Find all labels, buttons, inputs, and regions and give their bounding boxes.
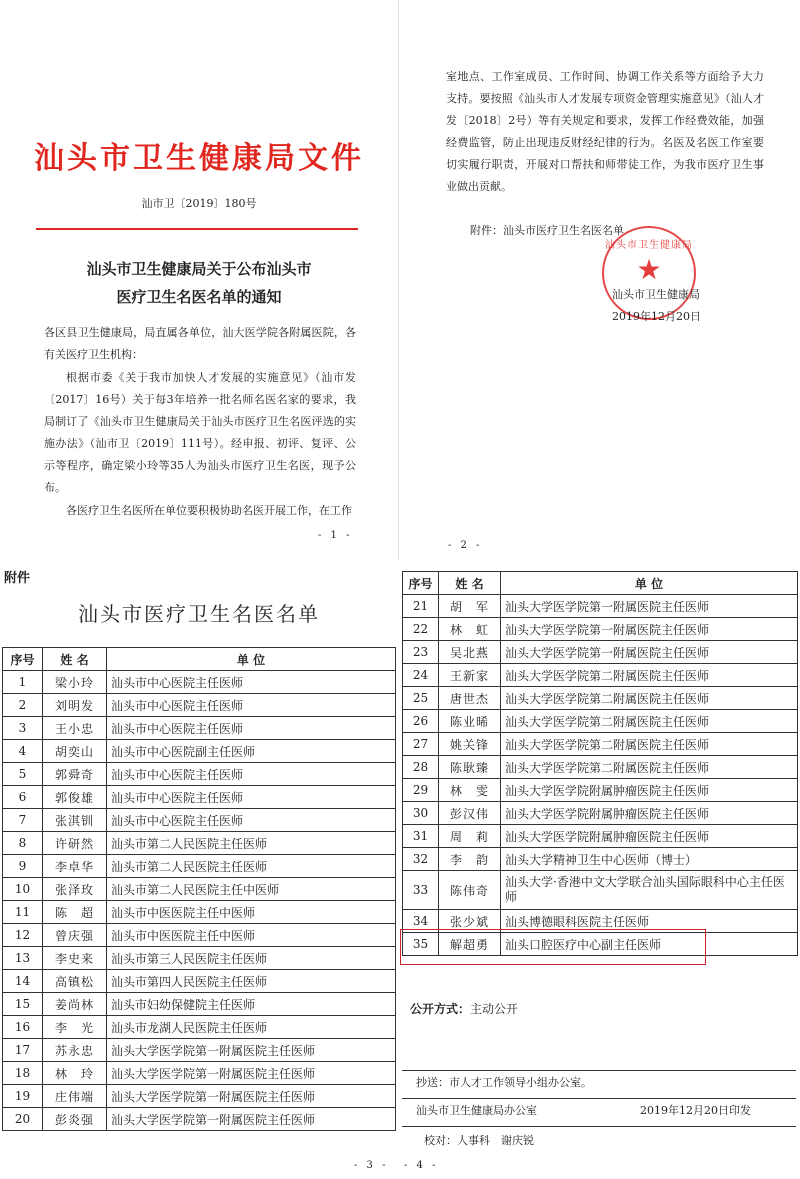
row-name-cell: 胡 军 — [439, 595, 501, 618]
name-list-table-2 — [402, 571, 798, 956]
seal-star-icon: ★ — [636, 253, 662, 286]
row-number-cell: 22 — [403, 618, 439, 641]
footer-rule-mid — [402, 1098, 796, 1099]
row-unit-cell: 汕头市第三人民医院主任医师 — [107, 947, 396, 970]
document-number: 汕市卫〔2019〕180号 — [141, 197, 257, 210]
row-unit-cell: 汕头市中心医院副主任医师 — [107, 740, 396, 763]
table-row — [403, 779, 798, 802]
row-name-cell: 张泽玫 — [43, 878, 107, 901]
attachment-label: 附件 — [4, 571, 31, 586]
row-unit-cell: 汕头市第二人民医院主任医师 — [107, 832, 396, 855]
table-row — [3, 947, 396, 970]
row-name-cell: 胡奕山 — [43, 740, 107, 763]
header-divider — [36, 228, 358, 230]
table-row — [3, 740, 396, 763]
table-row — [3, 901, 396, 924]
row-number-cell: 29 — [403, 779, 439, 802]
row-unit-cell: 汕头博德眼科医院主任医师 — [501, 910, 798, 933]
footer-rule-bottom — [402, 1126, 796, 1127]
row-number-cell: 11 — [3, 901, 43, 924]
row-name-cell: 郭俊雄 — [43, 786, 107, 809]
table-row — [3, 1108, 396, 1131]
header-cell-unit: 单 位 — [107, 648, 396, 671]
table-row — [3, 671, 396, 694]
row-number-cell: 32 — [403, 848, 439, 871]
row-name-cell: 彭炎强 — [43, 1108, 107, 1131]
row-name-cell: 陈 超 — [43, 901, 107, 924]
row-unit-cell: 汕头大学医学院第一附属医院主任医师 — [107, 1062, 396, 1085]
table-row — [403, 756, 798, 779]
proof-label: 校对： — [424, 1134, 457, 1147]
row-unit-cell: 汕头市中心医院主任医师 — [107, 671, 396, 694]
row-number-cell: 24 — [403, 664, 439, 687]
row-number-cell: 28 — [403, 756, 439, 779]
row-unit-cell: 汕头大学医学院第一附属医院主任医师 — [107, 1085, 396, 1108]
table-row — [3, 993, 396, 1016]
row-number-cell: 7 — [3, 809, 43, 832]
row-unit-cell: 汕头大学医学院附属肿瘤医院主任医师 — [501, 779, 798, 802]
row-name-cell: 姚关锋 — [439, 733, 501, 756]
table-row — [403, 710, 798, 733]
row-name-cell: 姜尚林 — [43, 993, 107, 1016]
row-unit-cell: 汕头大学医学院第二附属医院主任医师 — [501, 687, 798, 710]
page-number-2: - 2 - — [448, 540, 483, 551]
issue-date: 2019年12月20日 — [612, 310, 701, 323]
row-name-cell: 刘明发 — [43, 694, 107, 717]
row-unit-cell: 汕头大学医学院第一附属医院主任医师 — [501, 618, 798, 641]
row-name-cell: 林 玲 — [43, 1062, 107, 1085]
row-name-cell: 吴北燕 — [439, 641, 501, 664]
row-unit-cell: 汕头市中心医院主任医师 — [107, 763, 396, 786]
row-name-cell: 苏永忠 — [43, 1039, 107, 1062]
row-name-cell: 陈伟奇 — [439, 871, 501, 910]
document-header-title: 汕头市卫生健康局文件 — [34, 141, 364, 176]
row-unit-cell: 汕头市中心医院主任医师 — [107, 809, 396, 832]
attachment-line: 附件：汕头市医疗卫生名医名单 — [470, 224, 624, 237]
row-name-cell: 唐世杰 — [439, 687, 501, 710]
row-name-cell: 李 光 — [43, 1016, 107, 1039]
page-number-3: - 3 - — [354, 1160, 389, 1171]
table-row — [403, 641, 798, 664]
row-unit-cell: 汕头大学医学院附属肿瘤医院主任医师 — [501, 825, 798, 848]
row-number-cell: 8 — [3, 832, 43, 855]
table-row — [3, 855, 396, 878]
row-name-cell: 彭汉伟 — [439, 802, 501, 825]
page2-body: 室地点、工作室成员、工作时间、协调工作关系等方面给予大力支持。要按照《汕头市人才发展专项资金管理实施意见》（汕人才发〔2018〕2号）等有关规定和要求，发挥工作经费效能，加强经费监管，防止出现违反财经纪律的行为。名医及名医工作室要切实履行职责，开展对口帮扶和师带徒工作，为我市医疗卫生事业做出贡献。 — [446, 70, 764, 193]
row-unit-cell: 汕头大学医学院附属肿瘤医院主任医师 — [501, 802, 798, 825]
table-row — [3, 1085, 396, 1108]
row-number-cell: 21 — [403, 595, 439, 618]
page-number-1: - 1 - — [318, 530, 353, 541]
body-paragraph-1: 根据市委《关于我市加快人才发展的实施意见》（汕市发〔2017〕16号）关于每3年培养一批名师名医名家的要求，我局制订了《汕头市卫生健康局关于汕头市医疗卫生名医评选的实施办法》（汕市卫〔2019〕111号）。经申报、初评、复评、公示等程序，确定梁小玲等35人为汕头市医疗卫生名医，现予公布。 — [44, 371, 356, 494]
issuer-name: 汕头市卫生健康局 — [612, 288, 700, 301]
row-number-cell: 3 — [3, 717, 43, 740]
table-row — [3, 763, 396, 786]
row-unit-cell: 汕头口腔医疗中心副主任医师 — [501, 933, 798, 956]
row-name-cell: 李卓华 — [43, 855, 107, 878]
header-cell-name: 姓 名 — [439, 572, 501, 595]
footer-rule-top — [402, 1070, 796, 1071]
row-unit-cell: 汕头市龙湖人民医院主任医师 — [107, 1016, 396, 1039]
row-number-cell: 23 — [403, 641, 439, 664]
row-unit-cell: 汕头大学医学院第一附属医院主任医师 — [501, 641, 798, 664]
seal-text: 汕头市卫生健康局 — [605, 240, 693, 251]
row-number-cell: 5 — [3, 763, 43, 786]
row-number-cell: 9 — [3, 855, 43, 878]
cc-line — [416, 1072, 786, 1094]
row-number-cell: 6 — [3, 786, 43, 809]
row-name-cell: 王小忠 — [43, 717, 107, 740]
table-row — [3, 1039, 396, 1062]
print-date: 2019年12月20日印发 — [640, 1104, 751, 1117]
row-unit-cell: 汕头大学医学院第一附属医院主任医师 — [501, 595, 798, 618]
header-cell-no: 序号 — [3, 648, 43, 671]
row-number-cell: 20 — [3, 1108, 43, 1131]
table-row — [403, 825, 798, 848]
row-number-cell: 13 — [3, 947, 43, 970]
row-name-cell: 李 韵 — [439, 848, 501, 871]
row-unit-cell: 汕头大学医学院第二附属医院主任医师 — [501, 733, 798, 756]
row-number-cell: 27 — [403, 733, 439, 756]
row-number-cell: 15 — [3, 993, 43, 1016]
row-number-cell: 30 — [403, 802, 439, 825]
table-header-row — [403, 572, 798, 595]
row-name-cell: 陈耿臻 — [439, 756, 501, 779]
header-cell-name: 姓 名 — [43, 648, 107, 671]
row-unit-cell: 汕头市中心医院主任医师 — [107, 694, 396, 717]
table-row — [403, 802, 798, 825]
row-number-cell: 12 — [3, 924, 43, 947]
row-number-cell: 2 — [3, 694, 43, 717]
row-name-cell: 郭舜奇 — [43, 763, 107, 786]
row-unit-cell: 汕头市第二人民医院主任医师 — [107, 855, 396, 878]
row-name-cell: 李史来 — [43, 947, 107, 970]
row-number-cell: 14 — [3, 970, 43, 993]
row-unit-cell: 汕头大学医学院第二附属医院主任医师 — [501, 756, 798, 779]
header-cell-unit: 单 位 — [501, 572, 798, 595]
table-row — [3, 1016, 396, 1039]
row-number-cell: 19 — [3, 1085, 43, 1108]
table-row — [3, 1062, 396, 1085]
row-name-cell: 张淇钏 — [43, 809, 107, 832]
row-name-cell: 周 莉 — [439, 825, 501, 848]
cc-label: 抄送： — [416, 1076, 449, 1089]
row-number-cell: 35 — [403, 933, 439, 956]
row-name-cell: 解超勇 — [439, 933, 501, 956]
disclosure-value: 主动公开 — [470, 1002, 519, 1016]
highlight-box — [400, 929, 706, 965]
table-row — [403, 871, 798, 910]
row-unit-cell: 汕头大学医学院第二附属医院主任医师 — [501, 710, 798, 733]
row-name-cell: 王新家 — [439, 664, 501, 687]
row-unit-cell: 汕头市中医医院主任中医师 — [107, 924, 396, 947]
row-unit-cell: 汕头大学医学院第二附属医院主任医师 — [501, 664, 798, 687]
table-row — [3, 717, 396, 740]
table-header-row — [3, 648, 396, 671]
body-paragraph-2: 各医疗卫生名医所在单位要积极协助名医开展工作，在工作 — [66, 504, 352, 517]
row-unit-cell: 汕头大学精神卫生中心医师（博士） — [501, 848, 798, 871]
table-row — [3, 924, 396, 947]
table-row — [3, 970, 396, 993]
row-number-cell: 4 — [3, 740, 43, 763]
row-name-cell: 高镇松 — [43, 970, 107, 993]
office-name: 汕头市卫生健康局办公室 — [416, 1104, 537, 1117]
row-unit-cell: 汕头大学·香港中文大学联合汕头国际眼科中心主任医师 — [501, 871, 798, 910]
table-row — [3, 694, 396, 717]
table-row — [403, 664, 798, 687]
disclosure-label: 公开方式： — [410, 1002, 471, 1016]
row-number-cell: 1 — [3, 671, 43, 694]
row-number-cell: 18 — [3, 1062, 43, 1085]
row-name-cell: 许研然 — [43, 832, 107, 855]
proofreader-line — [424, 1130, 784, 1152]
row-name-cell: 梁小玲 — [43, 671, 107, 694]
notice-title-line-1: 汕头市卫生健康局关于公布汕头市 — [86, 260, 312, 278]
row-name-cell: 林 雯 — [439, 779, 501, 802]
table-row — [403, 618, 798, 641]
row-number-cell: 31 — [403, 825, 439, 848]
table-row — [3, 832, 396, 855]
table-row — [403, 687, 798, 710]
row-unit-cell: 汕头大学医学院第一附属医院主任医师 — [107, 1039, 396, 1062]
table-row — [3, 878, 396, 901]
row-unit-cell: 汕头市妇幼保健院主任医师 — [107, 993, 396, 1016]
table-row — [3, 809, 396, 832]
proof-value: 人事科 谢庆锐 — [457, 1134, 534, 1147]
row-name-cell: 陈业晞 — [439, 710, 501, 733]
list-title: 汕头市医疗卫生名医名单 — [78, 602, 320, 626]
page-number-4: - 4 - — [404, 1160, 439, 1171]
row-name-cell: 张少斌 — [439, 910, 501, 933]
salutation-paragraph: 各区县卫生健康局，局直属各单位，汕大医学院各附属医院，各有关医疗卫生机构： — [44, 326, 356, 361]
row-number-cell: 16 — [3, 1016, 43, 1039]
row-number-cell: 10 — [3, 878, 43, 901]
notice-title-line-2: 医疗卫生名医名单的通知 — [116, 288, 282, 306]
row-name-cell: 曾庆强 — [43, 924, 107, 947]
row-unit-cell: 汕头市中心医院主任医师 — [107, 786, 396, 809]
header-cell-no: 序号 — [403, 572, 439, 595]
row-name-cell: 林 虹 — [439, 618, 501, 641]
row-unit-cell: 汕头市第二人民医院主任中医师 — [107, 878, 396, 901]
row-name-cell: 庄伟端 — [43, 1085, 107, 1108]
row-number-cell: 33 — [403, 871, 439, 910]
disclosure-line — [410, 1000, 518, 1017]
row-unit-cell: 汕头大学医学院第一附属医院主任医师 — [107, 1108, 396, 1131]
table-row — [403, 595, 798, 618]
table-row — [403, 733, 798, 756]
table-row — [403, 848, 798, 871]
row-unit-cell: 汕头市中心医院主任医师 — [107, 717, 396, 740]
row-unit-cell: 汕头市中医医院主任中医师 — [107, 901, 396, 924]
row-number-cell: 25 — [403, 687, 439, 710]
row-number-cell: 17 — [3, 1039, 43, 1062]
row-unit-cell: 汕头市第四人民医院主任医师 — [107, 970, 396, 993]
cc-value: 市人才工作领导小组办公室。 — [449, 1076, 592, 1089]
row-number-cell: 26 — [403, 710, 439, 733]
name-list-table-1 — [2, 647, 396, 1131]
table-row — [3, 786, 396, 809]
row-number-cell: 34 — [403, 910, 439, 933]
